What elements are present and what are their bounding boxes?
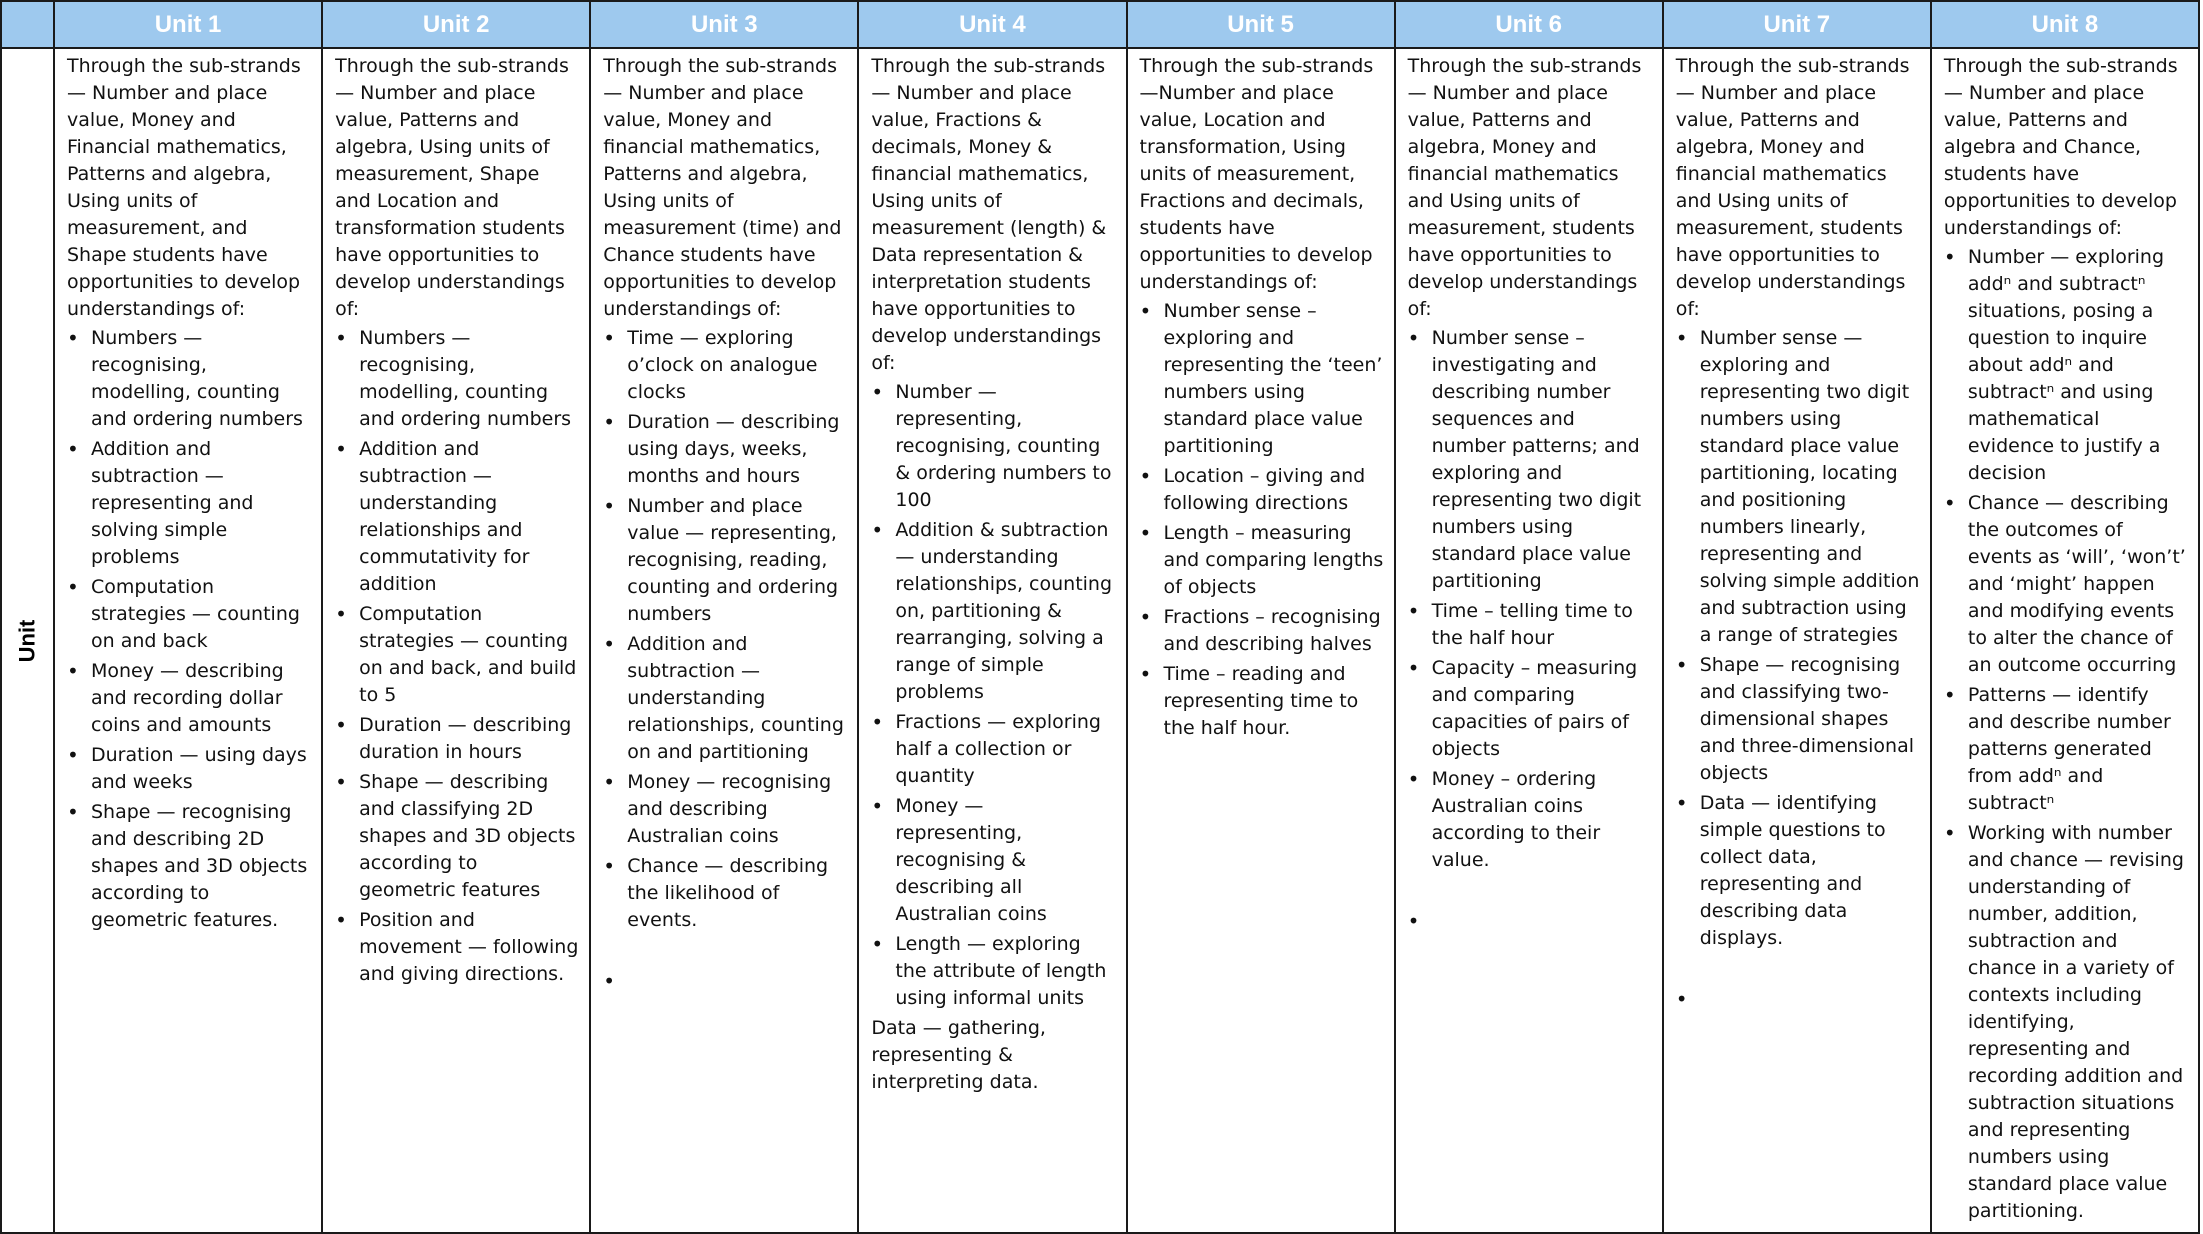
unit-intro: Through the sub-strands — Number and place value, Patterns and algebra, Money and financial mathematics and Using units of measurement, students have opportunities to develop understandings of: [1407,55,1642,320]
understandings-list [1676,325,1920,1013]
unit-header: Unit 1 [54,1,322,48]
understandings-list [335,325,579,988]
understanding-item: • Money — describing and recording dollar coins and amounts [67,658,311,739]
understanding-item: • Computation strategies — counting on and back [67,574,311,655]
understanding-item: • Working with number and chance — revising understanding of number, addition, subtraction and chance in a variety of contexts including identifying, representing and recording addition and subtraction situations and representing numbers using standard place value partitioning. [1944,820,2188,1225]
unit-header: Unit 7 [1663,1,1931,48]
understanding-item: • Shape — recognising and classifying two-dimensional shapes and three-dimensional objects [1676,652,1920,787]
understanding-item: • Number and place value — representing, recognising, reading, counting and ordering numbers [603,493,847,628]
unit-intro: Through the sub-strands — Number and place value, Patterns and algebra, Money and financial mathematics and Using units of measurement, students have opportunities to develop understandings of: [1675,55,1910,320]
understanding-item: • Position and movement — following and giving directions. [335,907,579,988]
understanding-item: • Computation strategies — counting on and back, and build to 5 [335,601,579,709]
unit-content-cell [54,48,322,1233]
unit-content-cell [1395,48,1663,1233]
understanding-item: • Capacity – measuring and comparing capacities of pairs of objects [1408,655,1652,763]
unit-header: Unit 6 [1395,1,1663,48]
unit-content-cell [1931,48,2199,1233]
unit-content-cell [322,48,590,1233]
header-row [1,1,2199,48]
understanding-item: • Duration — using days and weeks [67,742,311,796]
understanding-item: • Money – ordering Australian coins according to their value. [1408,766,1652,874]
understanding-item: • Fractions – recognising and describing halves [1140,604,1384,658]
unit-content-cell [1127,48,1395,1233]
unit-outro: Data — gathering, representing & interpreting data. [871,1017,1046,1093]
understandings-list [67,325,311,934]
unit-intro: Through the sub-strands — Number and place value, Fractions & decimals, Money & financial mathematics, Using units of measurement (length) & Data representation & interpretation students have opportunities to develop understandings of: [871,55,1107,374]
understanding-item [1676,986,1920,1013]
understandings-list [1140,298,1384,742]
understanding-item: • Number sense — exploring and representing two digit numbers using standard place value partitioning, locating and positioning numbers linearly, representing and solving simple addition and subtraction using a range of strategies [1676,325,1920,649]
understanding-item: • Chance — describing the likelihood of events. [603,853,847,934]
understanding-item: • Addition and subtraction — representing and solving simple problems [67,436,311,571]
understanding-item: • Duration — describing duration in hours [335,712,579,766]
understanding-item: • Shape — recognising and describing 2D shapes and 3D objects according to geometric features. [67,799,311,934]
unit-content-cell [590,48,858,1233]
understanding-item: • Addition and subtraction — understanding relationships, counting on and partitioning [603,631,847,766]
unit-header: Unit 8 [1931,1,2199,48]
understanding-item: • Numbers — recognising, modelling, counting and ordering numbers [67,325,311,433]
unit-header: Unit 5 [1127,1,1395,48]
understanding-item [1408,908,1652,935]
unit-intro: Through the sub-strands — Number and place value, Money and financial mathematics, Patterns and algebra, Using units of measurement (time) and Chance students have opportunities to develop understandings of: [603,55,842,320]
understandings-list [1944,244,2188,1225]
understanding-item: • Length – measuring and comparing lengths of objects [1140,520,1384,601]
row-label: Unit [14,619,40,662]
understanding-item: • Addition & subtraction — understanding relationships, counting on, partitioning & rearranging, solving a range of simple problems [871,517,1115,706]
understanding-item: • Time — exploring o’clock on analogue clocks [603,325,847,406]
understanding-item: • Numbers — recognising, modelling, counting and ordering numbers [335,325,579,433]
row-label-cell [1,48,54,1233]
understanding-item: • Duration — describing using days, weeks, months and hours [603,409,847,490]
understanding-item: • Money — recognising and describing Australian coins [603,769,847,850]
understandings-list [871,379,1115,1012]
understanding-item: • Time – telling time to the half hour [1408,598,1652,652]
understanding-item: • Data — identifying simple questions to collect data, representing and describing data displays. [1676,790,1920,952]
unit-intro: Through the sub-strands — Number and place value, Patterns and algebra and Chance, students have opportunities to develop understandings of: [1943,55,2178,239]
understanding-item: • Chance — describing the outcomes of events as ‘will’, ‘won’t’ and ‘might’ happen and modifying events to alter the chance of an outcome occurring [1944,490,2188,679]
understanding-item: • Number — exploring addⁿ and subtractⁿ situations, posing a question to inquire about addⁿ and subtractⁿ and using mathematical evidence to justify a decision [1944,244,2188,487]
understanding-item: • Length — exploring the attribute of length using informal units [871,931,1115,1012]
understanding-item: • Fractions — exploring half a collection or quantity [871,709,1115,790]
unit-header: Unit 2 [322,1,590,48]
understanding-item: • Number sense – exploring and representing the ‘teen’ numbers using standard place value partitioning [1140,298,1384,460]
understandings-list [603,325,847,995]
header-corner [1,1,54,48]
unit-header: Unit 3 [590,1,858,48]
unit-content-cell [858,48,1126,1233]
unit-intro: Through the sub-strands — Number and place value, Patterns and algebra, Using units of measurement, Shape and Location and transformation students have opportunities to develop understandings of: [335,55,569,320]
content-row [1,48,2199,1233]
understandings-list [1408,325,1652,935]
understanding-item [603,968,847,995]
unit-content-cell [1663,48,1931,1233]
unit-header: Unit 4 [858,1,1126,48]
understanding-item: • Number sense – investigating and describing number sequences and number patterns; and exploring and representing two digit numbers using standard place value partitioning [1408,325,1652,595]
understanding-item: • Addition and subtraction — understanding relationships and commutativity for addition [335,436,579,598]
unit-intro: Through the sub-strands — Number and place value, Money and Financial mathematics, Patterns and algebra, Using units of measurement, and Shape students have opportunities to develop understandings of: [67,55,301,320]
understanding-item: • Time – reading and representing time to the half hour. [1140,661,1384,742]
unit-intro: Through the sub-strands —Number and place value, Location and transformation, Using units of measurement, Fractions and decimals, students have opportunities to develop understandings of: [1139,55,1374,293]
understanding-item: • Location – giving and following directions [1140,463,1384,517]
understanding-item: • Money — representing, recognising & describing all Australian coins [871,793,1115,928]
understanding-item: • Patterns — identify and describe number patterns generated from addⁿ and subtractⁿ [1944,682,2188,817]
understanding-item: • Shape — describing and classifying 2D shapes and 3D objects according to geometric features [335,769,579,904]
understanding-item: • Number — representing, recognising, counting & ordering numbers to 100 [871,379,1115,514]
